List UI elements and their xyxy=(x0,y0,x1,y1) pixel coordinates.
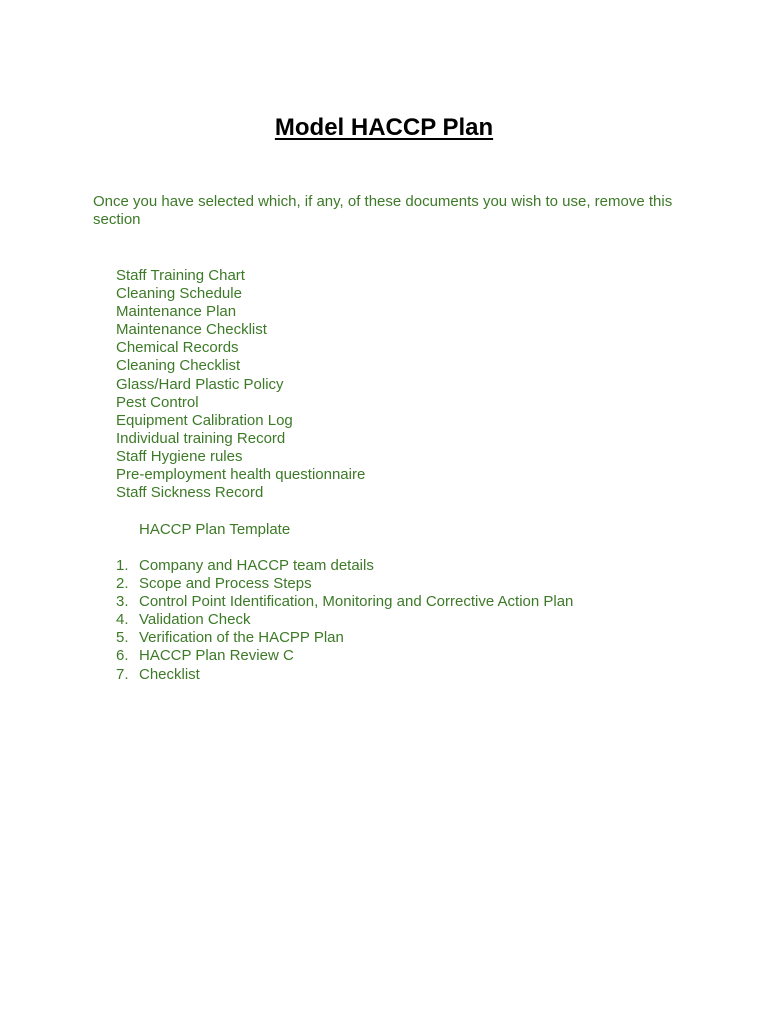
list-item: Individual training Record xyxy=(116,429,286,447)
list-item: Maintenance Checklist xyxy=(116,321,267,339)
list-item: Pre-employment health questionnaire xyxy=(116,466,366,484)
intro-paragraph: Once you have selected which, if any, of these documents you wish to use, remove this section xyxy=(93,193,673,228)
template-list-item xyxy=(116,593,573,611)
item-number: 2. xyxy=(116,575,129,593)
template-list-item xyxy=(116,611,573,629)
item-text: Verification of the HACPP Plan xyxy=(139,629,344,647)
item-number: 6. xyxy=(116,647,129,665)
item-number: 5. xyxy=(116,629,129,647)
template-list-item xyxy=(116,557,573,575)
item-text: Company and HACCP team details xyxy=(139,557,374,574)
item-text: Checklist xyxy=(139,665,200,683)
item-text: Control Point Identification, Monitoring and Corrective Action Plan xyxy=(139,593,574,611)
list-item: Equipment Calibration Log xyxy=(116,411,293,429)
list-item: Staff Hygiene rules xyxy=(116,447,243,465)
page-title: Model HACCP Plan xyxy=(274,114,494,141)
list-item: Glass/Hard Plastic Policy xyxy=(116,375,284,393)
item-number: 7. xyxy=(116,665,129,683)
item-text: Scope and Process Steps xyxy=(139,575,312,593)
item-number: 4. xyxy=(116,611,129,629)
list-item: Maintenance Plan xyxy=(116,303,237,321)
item-text: HACCP Plan Review C xyxy=(139,647,294,665)
list-item: Cleaning Checklist xyxy=(116,357,241,375)
template-list-item xyxy=(116,647,573,665)
item-number: 3. xyxy=(116,593,129,611)
document-list xyxy=(116,267,365,502)
template-list-item xyxy=(116,629,573,647)
list-item: Chemical Records xyxy=(116,339,239,357)
template-list-item xyxy=(116,575,573,593)
template-list xyxy=(116,557,573,684)
list-item: Pest Control xyxy=(116,393,199,411)
list-item: Staff Sickness Record xyxy=(116,484,264,502)
item-text: Validation Check xyxy=(139,611,251,629)
item-number: 1. xyxy=(116,557,129,574)
list-item: Staff Training Chart xyxy=(116,267,245,284)
list-item: Cleaning Schedule xyxy=(116,285,242,303)
template-heading: HACCP Plan Template xyxy=(139,521,291,538)
template-list-item xyxy=(116,666,573,684)
